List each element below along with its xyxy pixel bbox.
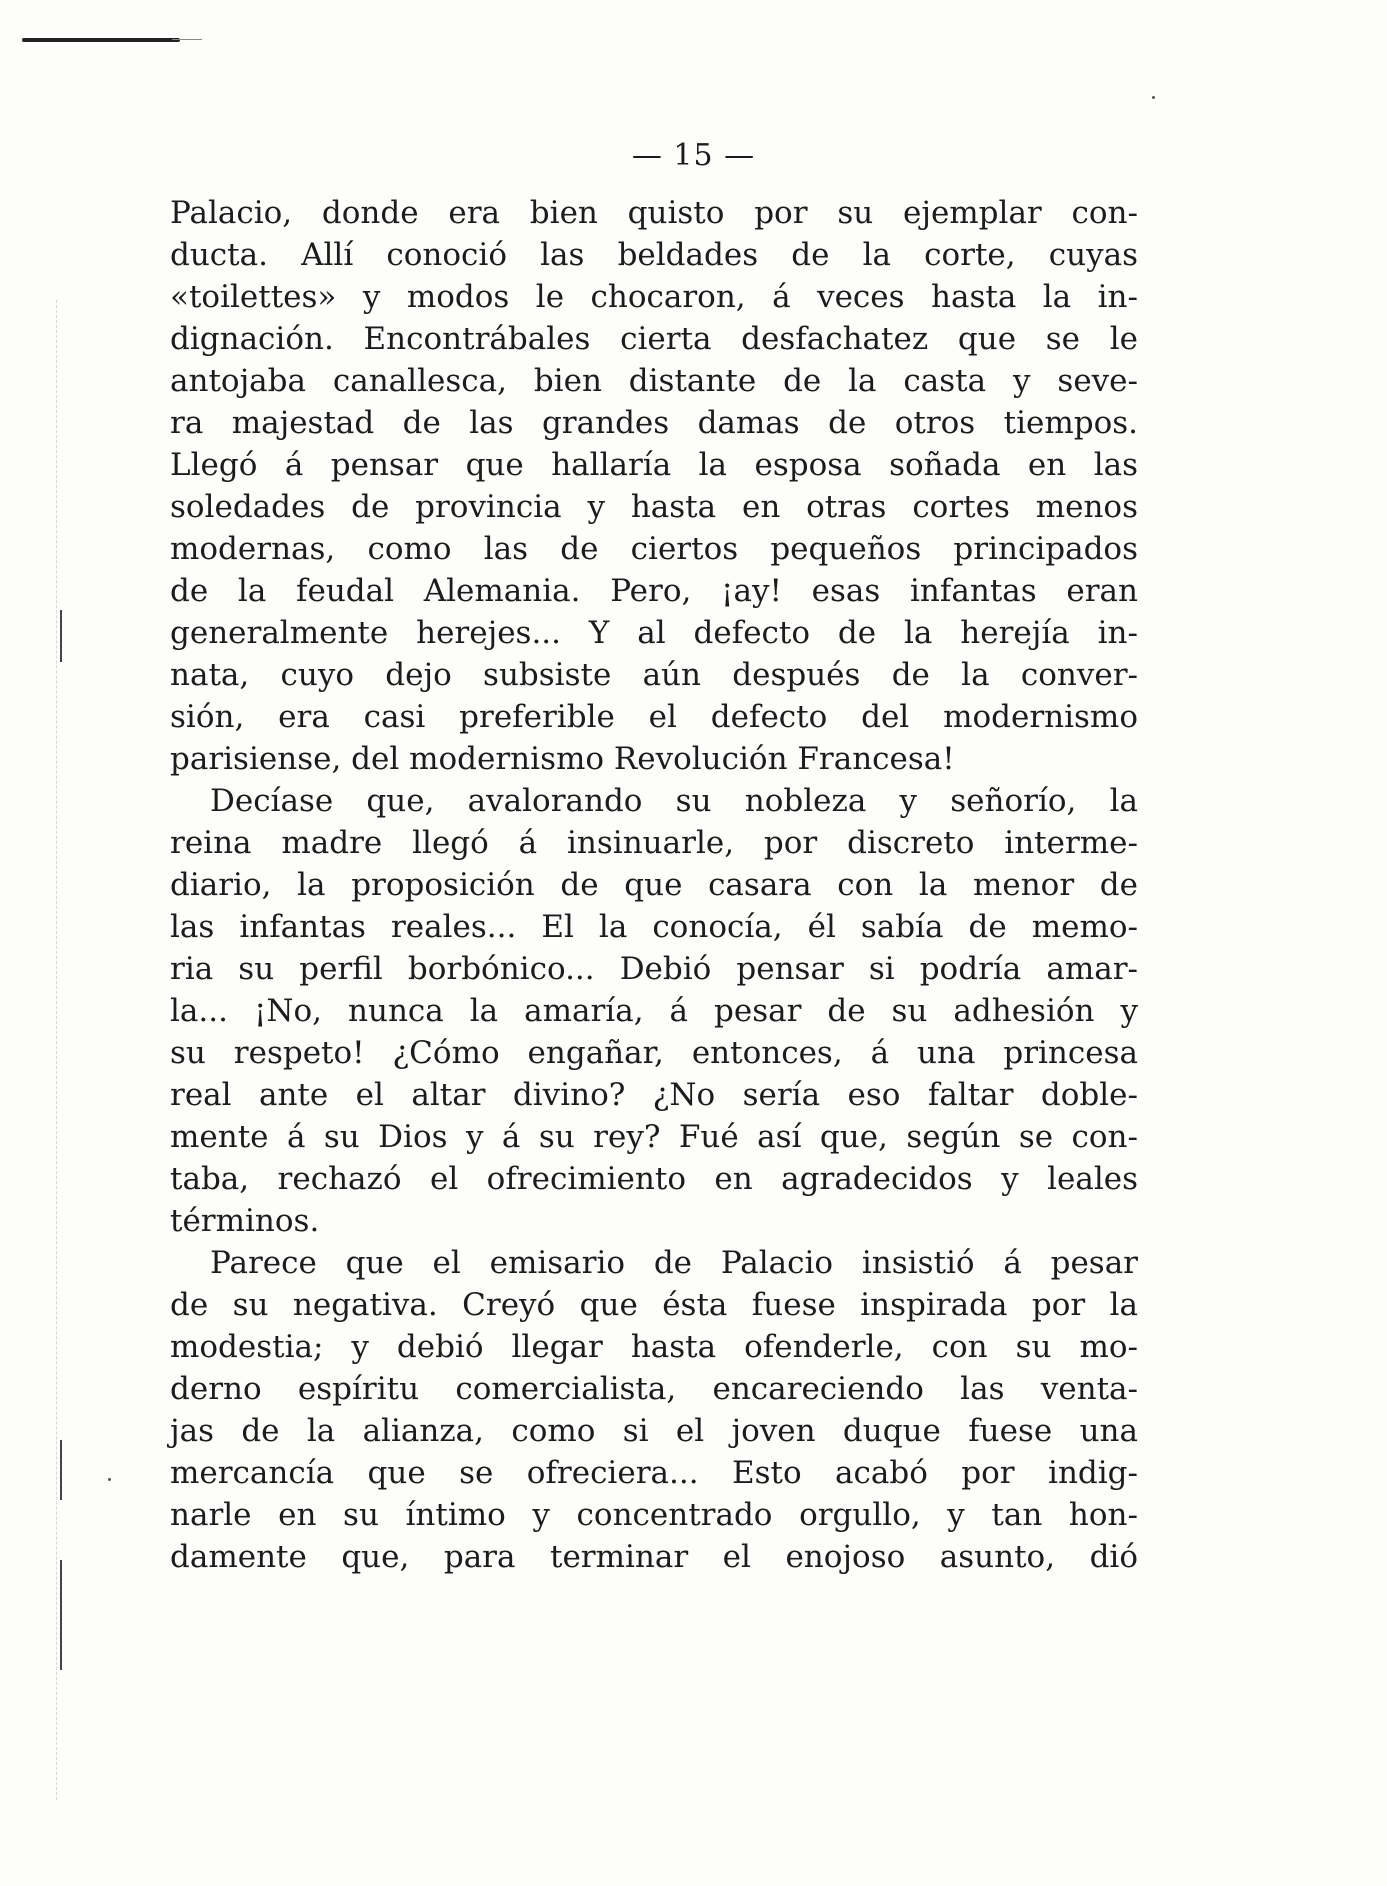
text-line: Parece que el emisario de Palacio insistió á pesar xyxy=(210,1245,1138,1281)
text-line: real ante el altar divino? ¿No sería eso faltar doble- xyxy=(170,1077,1138,1113)
paragraph-1 xyxy=(170,192,1138,780)
edge-mark xyxy=(60,1560,62,1670)
text-line: Llegó á pensar que hallaría la esposa soñada en las xyxy=(170,447,1138,483)
text-line: diario, la proposición de que casara con la menor de xyxy=(170,867,1138,903)
text-line: taba, rechazó el ofrecimiento en agradecidos y leales xyxy=(170,1161,1138,1197)
text-line: modestia; y debió llegar hasta ofenderle, con su mo- xyxy=(170,1329,1138,1365)
ink-speck xyxy=(1152,96,1155,99)
text-line: dignación. Encontrábales cierta desfachatez que se le xyxy=(170,321,1138,357)
text-line: parisiense, del modernismo Revolución Francesa! xyxy=(170,741,955,777)
edge-mark xyxy=(60,610,62,662)
text-line: nata, cuyo dejo subsiste aún después de la conver- xyxy=(170,657,1138,693)
text-line: ra majestad de las grandes damas de otros tiempos. xyxy=(170,405,1138,441)
text-line: de la feudal Alemania. Pero, ¡ay! esas infantas eran xyxy=(170,573,1138,609)
text-line: antojaba canallesca, bien distante de la casta y seve- xyxy=(170,363,1138,399)
binding-edge xyxy=(56,300,57,1800)
text-line: Decíase que, avalorando su nobleza y señorío, la xyxy=(210,783,1138,819)
text-line: mercancía que se ofreciera... Esto acabó por indig- xyxy=(170,1455,1138,1491)
text-line: de su negativa. Creyó que ésta fuese inspirada por la xyxy=(170,1287,1138,1323)
text-line: modernas, como las de ciertos pequeños principados xyxy=(170,531,1138,567)
paragraph-3 xyxy=(170,1242,1138,1578)
text-line: ducta. Allí conoció las beldades de la corte, cuyas xyxy=(170,237,1138,273)
text-line: soledades de provincia y hasta en otras cortes menos xyxy=(170,489,1138,525)
page-number: — 15 — xyxy=(631,138,756,173)
text-line: la... ¡No, nunca la amaría, á pesar de su adhesión y xyxy=(170,993,1138,1029)
text-line: Palacio, donde era bien quisto por su ejemplar con- xyxy=(170,195,1138,231)
edge-mark xyxy=(60,1440,62,1500)
paragraph-2 xyxy=(170,780,1138,1242)
text-line: generalmente herejes... Y al defecto de la herejía in- xyxy=(170,615,1138,651)
text-line: sión, era casi preferible el defecto del modernismo xyxy=(170,699,1138,735)
text-line: ria su perfil borbónico... Debió pensar si podría amar- xyxy=(170,951,1138,987)
body-text xyxy=(170,192,1138,1578)
text-line: derno espíritu comercialista, encareciendo las venta- xyxy=(170,1371,1138,1407)
text-line: damente que, para terminar el enojoso asunto, dió xyxy=(170,1539,1138,1575)
text-line: «toilettes» y modos le chocaron, á veces hasta la in- xyxy=(170,279,1138,315)
text-line: narle en su íntimo y concentrado orgullo, y tan hon- xyxy=(170,1497,1138,1533)
text-line: su respeto! ¿Cómo engañar, entonces, á una princesa xyxy=(170,1035,1138,1071)
text-line: mente á su Dios y á su rey? Fué así que, según se con- xyxy=(170,1119,1138,1155)
text-line: las infantas reales... El la conocía, él sabía de memo- xyxy=(170,909,1138,945)
text-line: reina madre llegó á insinuarle, por discreto interme- xyxy=(170,825,1138,861)
top-ink-rule xyxy=(22,38,180,42)
text-line: términos. xyxy=(170,1203,320,1239)
ink-speck xyxy=(108,1478,111,1481)
text-line: jas de la alianza, como si el joven duque fuese una xyxy=(170,1413,1138,1449)
